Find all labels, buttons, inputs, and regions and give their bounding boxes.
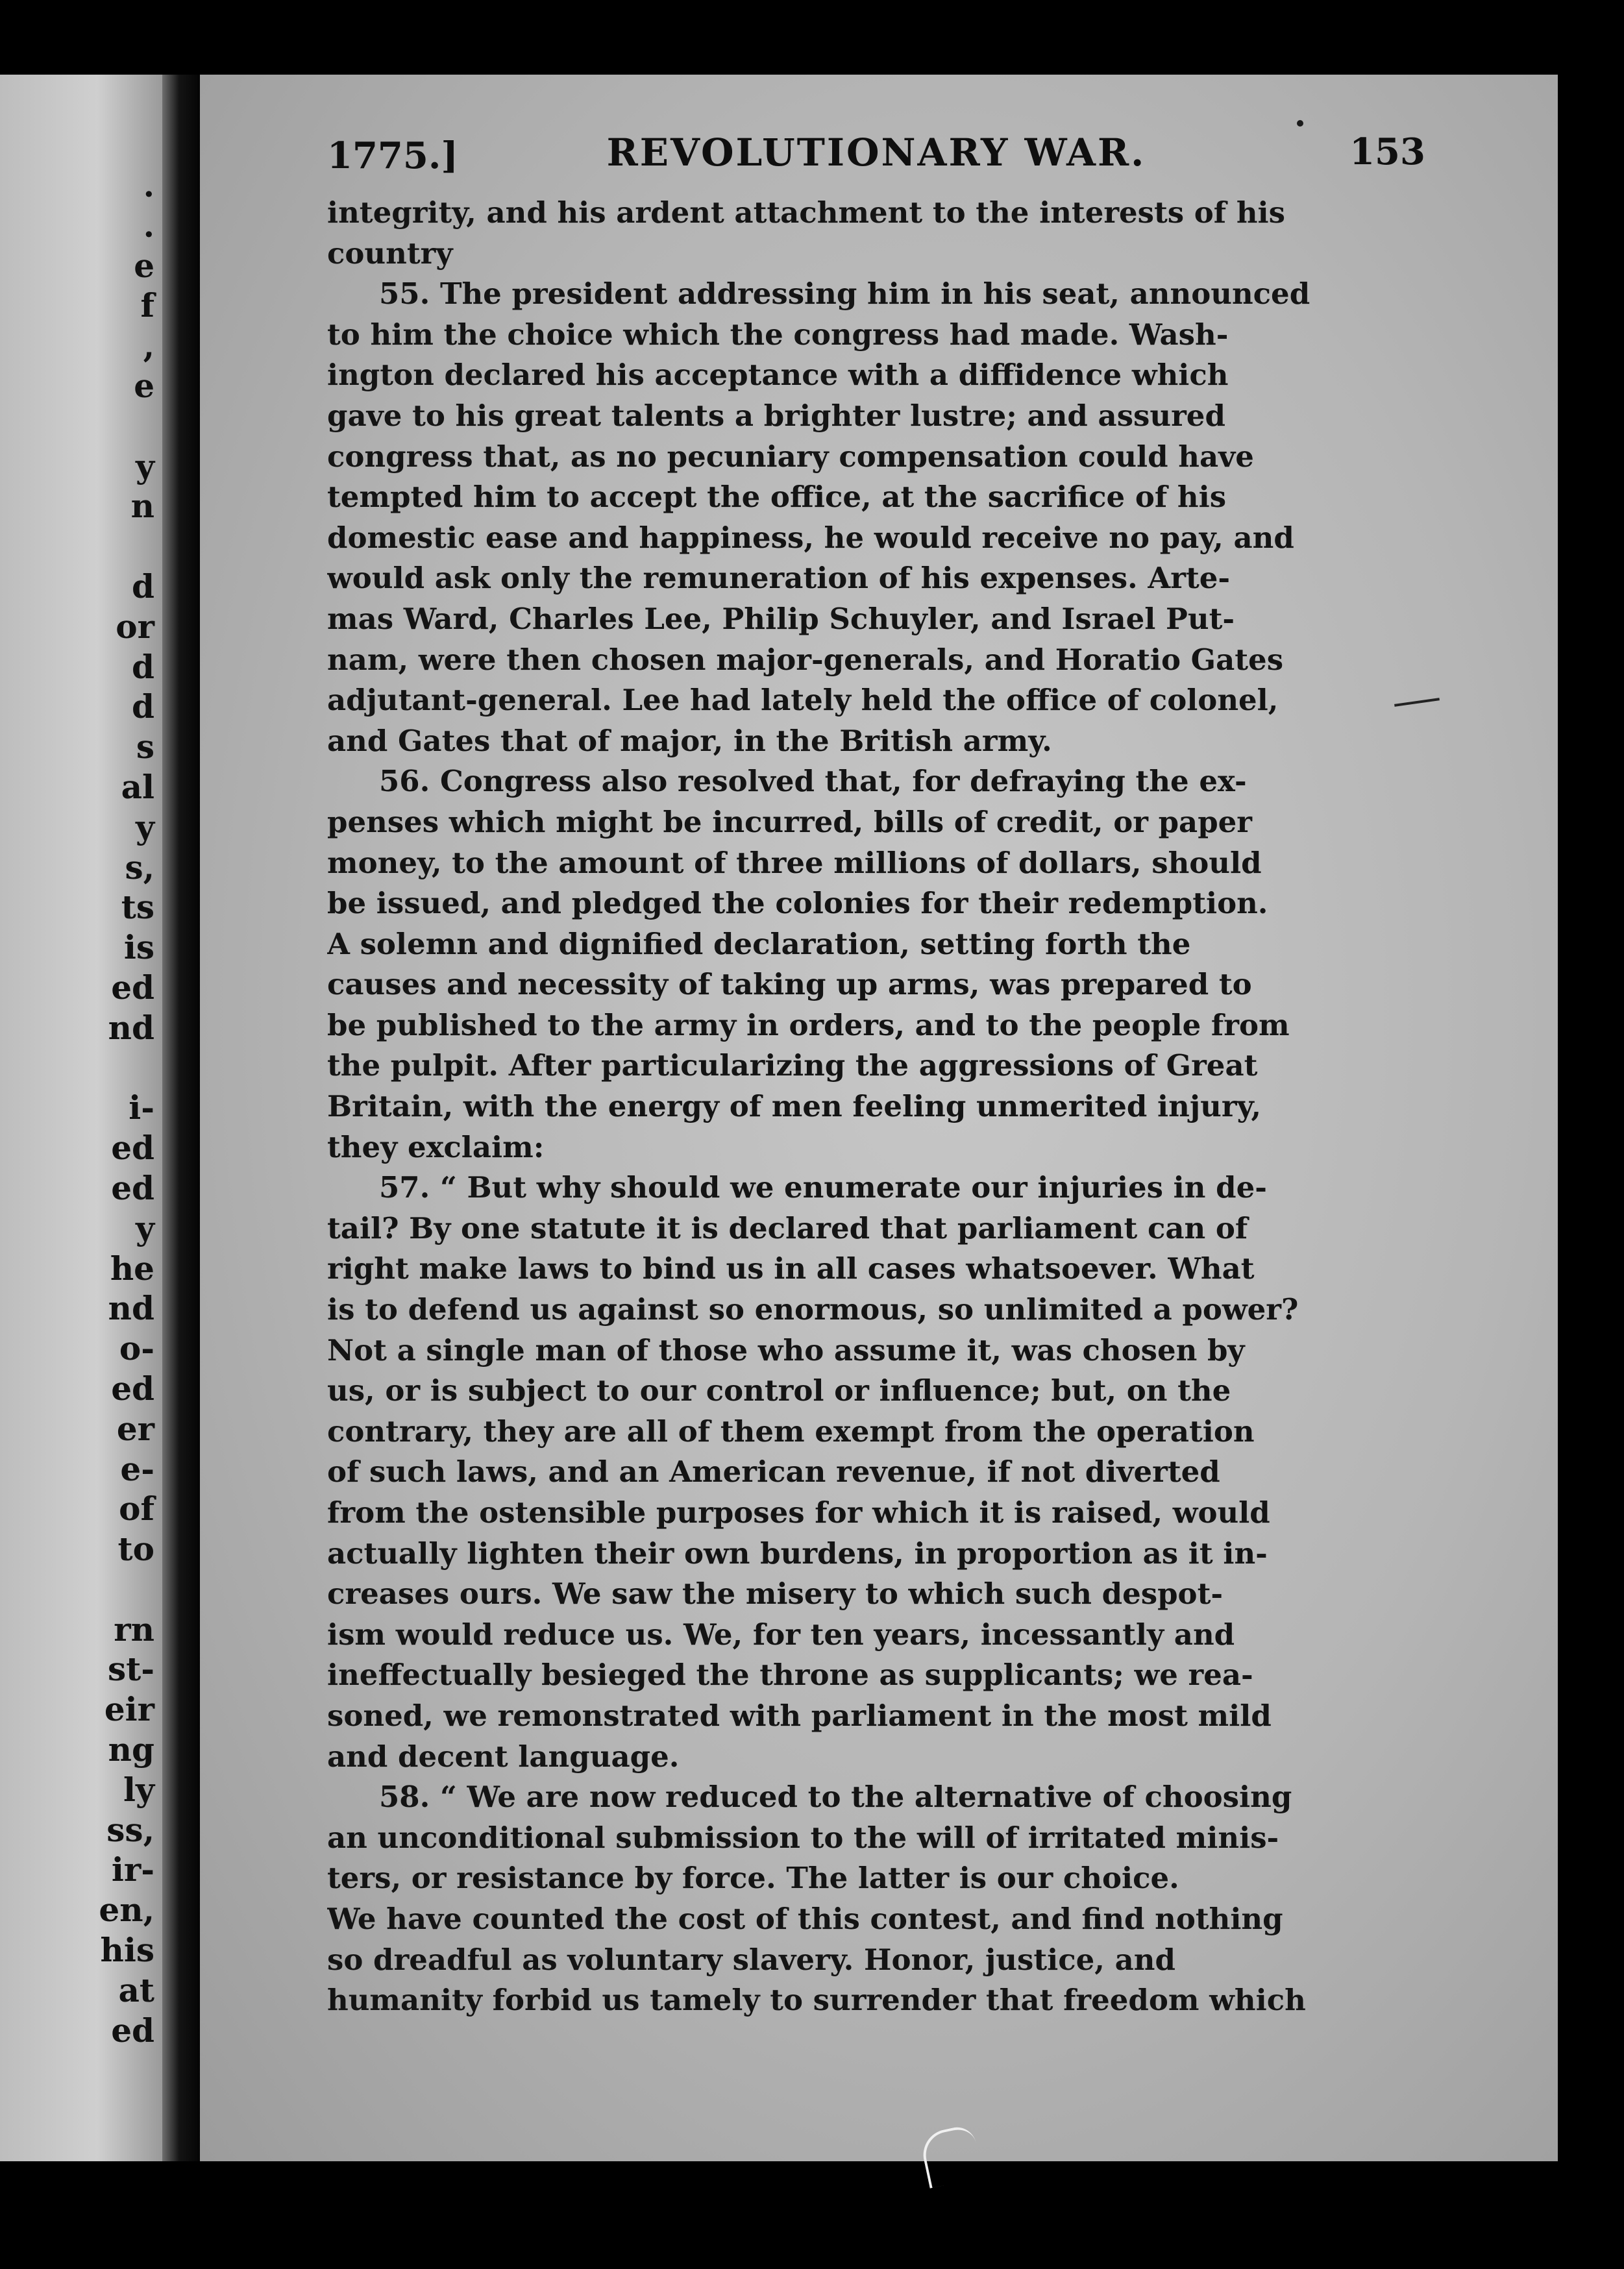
left-page-fragment: of [119, 1490, 154, 1528]
text-line: so dreadful as voluntary slavery. Honor, justice, and [327, 1942, 1175, 1977]
text-line: 56. Congress also resolved that, for defraying the ex- [379, 764, 1247, 799]
page-number: 153 [1349, 130, 1425, 173]
left-page-fragment: . [143, 166, 154, 204]
text-line: to him the choice which the congress had made. Wash- [327, 317, 1229, 352]
text-line: creases ours. We saw the misery to which such despot- [327, 1576, 1224, 1612]
left-page-fragment: rn [114, 1610, 154, 1649]
left-page-fragment: nd [108, 1008, 154, 1047]
running-header [327, 121, 1425, 193]
text-line: ters, or resistance by force. The latter is our choice. [327, 1861, 1179, 1896]
left-page-fragment: y [135, 447, 154, 485]
left-page-fragment: ed [111, 1168, 154, 1207]
text-line: and Gates that of major, in the British army. [327, 723, 1052, 758]
left-page-fragment: ed [111, 1129, 154, 1168]
text-line: 55. The president addressing him in his seat, announced [379, 276, 1310, 312]
text-line: tail? By one statute it is declared that parliament can of [327, 1210, 1248, 1245]
text-line: 57. “ But why should we enumerate our injuries in de- [379, 1170, 1267, 1205]
left-page-fragment: eir [104, 1690, 154, 1729]
left-page-fragment: ss, [106, 1810, 154, 1849]
text-line: the pulpit. After particularizing the aggressions of Great [327, 1048, 1258, 1083]
left-page-fragment: he [110, 1249, 154, 1288]
text-line: congress that, as no pecuniary compensation could have [327, 439, 1254, 474]
scan-frame-top [0, 0, 1624, 75]
left-page-fragment: ed [111, 2011, 154, 2050]
text-line: right make laws to bind us in all cases whatsoever. What [327, 1251, 1255, 1286]
text-line: soned, we remonstrated with parliament in the most mild [327, 1698, 1272, 1733]
left-page-fragment: s, [125, 848, 154, 887]
left-page-fragment: y [135, 1208, 154, 1247]
book-gutter [162, 75, 200, 2161]
text-line: penses which might be incurred, bills of credit, or paper [327, 804, 1253, 839]
text-line: and decent language. [327, 1739, 680, 1774]
left-page-fragment: nd [108, 1289, 154, 1328]
scan-scratch [918, 2124, 983, 2189]
text-line: an unconditional submission to the will of irritated minis- [327, 1820, 1279, 1855]
left-page-fragment: to [117, 1530, 154, 1569]
text-line: 58. “ We are now reduced to the alternative of choosing [379, 1780, 1292, 1815]
left-page-fragment: e- [120, 1449, 154, 1488]
text-line: We have counted the cost of this contest, and find nothing [327, 1901, 1283, 1936]
text-line: us, or is subject to our control or influence; but, on the [327, 1373, 1231, 1408]
left-page-fragment: f [140, 286, 154, 325]
left-page-fragment: , [143, 326, 154, 365]
left-page-fragment: e [134, 366, 154, 405]
text-line: causes and necessity of taking up arms, was prepared to [327, 967, 1252, 1002]
text-line: mas Ward, Charles Lee, Philip Schuyler, and Israel Put- [327, 601, 1235, 636]
left-page-fragment: his [100, 1931, 154, 1970]
left-page-fragment: er [116, 1409, 154, 1448]
header-title: REVOLUTIONARY WAR. [606, 130, 1146, 175]
text-line: Not a single man of those who assume it, was chosen by [327, 1332, 1245, 1368]
left-page-fragment: at [118, 1970, 154, 2009]
text-line: of such laws, and an American revenue, if not diverted [327, 1454, 1220, 1490]
left-page-fragment: n [130, 487, 154, 526]
text-line: Britain, with the energy of men feeling unmerited injury, [327, 1089, 1262, 1124]
scan-frame-right [1558, 0, 1624, 2269]
left-page-fragment: . [143, 206, 154, 245]
left-page-fragment: ir- [111, 1850, 154, 1889]
text-line: A solemn and dignified declaration, setting forth the [327, 926, 1191, 961]
text-line: actually lighten their own burdens, in proportion as it in- [327, 1536, 1268, 1571]
left-page-fragment: s [136, 728, 154, 767]
text-line: nam, were then chosen major-generals, and Horatio Gates [327, 642, 1284, 677]
text-line: ineffectually besieged the throne as supplicants; we rea- [327, 1658, 1253, 1693]
text-line: gave to his great talents a brighter lustre; and assured [327, 398, 1225, 433]
text-line: money, to the amount of three millions of dollars, should [327, 845, 1262, 880]
text-line: be issued, and pledged the colonies for their redemption. [327, 886, 1268, 921]
body-text [327, 193, 1425, 2021]
left-page-fragment: ed [111, 1369, 154, 1408]
text-line: is to defend us against so enormous, so unlimited a power? [327, 1292, 1299, 1327]
text-line: contrary, they are all of them exempt from the operation [327, 1414, 1255, 1449]
left-page-fragment: d [132, 567, 154, 606]
book-page [200, 75, 1558, 2161]
text-line: from the ostensible purposes for which it is raised, would [327, 1495, 1270, 1530]
text-line: ism would reduce us. We, for ten years, incessantly and [327, 1617, 1235, 1652]
header-year: 1775.] [327, 134, 458, 177]
left-page-fragment: d [132, 687, 154, 726]
text-line: would ask only the remuneration of his expenses. Arte- [327, 561, 1231, 596]
left-page-fragment: o- [119, 1329, 154, 1368]
left-page-fragment: al [121, 767, 154, 806]
text-line: country [327, 236, 453, 271]
text-line: be published to the army in orders, and to the people from [327, 1007, 1290, 1042]
left-page-fragment: st- [108, 1650, 154, 1689]
text-line: integrity, and his ardent attachment to the interests of his [327, 195, 1285, 230]
text-line: they exclaim: [327, 1129, 545, 1164]
scan-frame-bottom [0, 2161, 1624, 2269]
left-page-fragment: ng [108, 1730, 154, 1769]
left-page-edge [0, 75, 162, 2161]
text-line: adjutant-general. Lee had lately held the office of colonel, [327, 683, 1279, 718]
left-page-text-fragments [99, 166, 154, 2050]
left-page-fragment: or [116, 607, 154, 646]
page-content [327, 121, 1425, 2021]
left-page-fragment: y [135, 807, 154, 846]
left-page-fragment: en, [99, 1891, 154, 1930]
left-page-fragment: ly [123, 1770, 154, 1809]
left-page-fragment: ed [111, 968, 154, 1007]
left-page-fragment: i- [129, 1088, 154, 1127]
text-line: tempted him to accept the office, at the sacrifice of his [327, 480, 1227, 515]
text-line: humanity forbid us tamely to surrender that freedom which [327, 1983, 1306, 2018]
left-page-fragment: is [123, 928, 154, 967]
left-page-fragment: ts [121, 888, 154, 927]
text-line: domestic ease and happiness, he would receive no pay, and [327, 520, 1294, 555]
left-page-fragment: d [132, 647, 154, 686]
text-line: ington declared his acceptance with a diffidence which [327, 358, 1229, 393]
left-page-fragment: e [134, 246, 154, 285]
